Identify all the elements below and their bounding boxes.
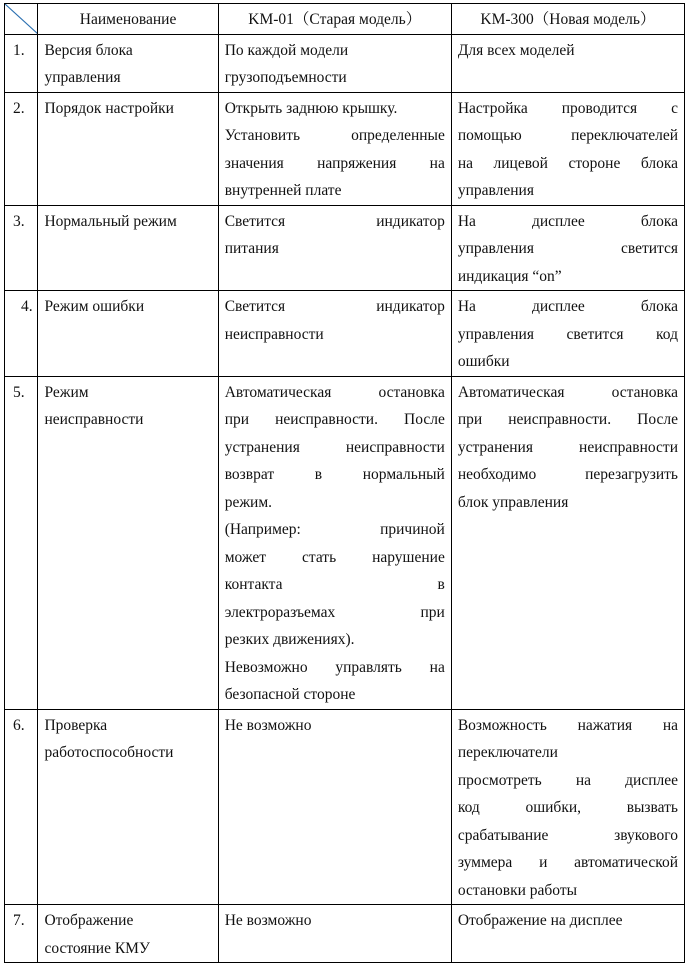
comparison-table xyxy=(4,3,685,963)
diagonal-line-icon xyxy=(5,4,37,34)
table-row xyxy=(5,92,685,205)
cell-text-line: состояние КМУ xyxy=(44,939,150,957)
cell-old xyxy=(218,205,451,291)
row-number: 2. xyxy=(5,92,38,205)
row-number: 5. xyxy=(5,376,38,709)
cell-text-line: блок управления xyxy=(457,493,569,511)
cell-text-line: Порядок настройки xyxy=(44,99,174,117)
cell-old xyxy=(218,92,451,205)
table-row xyxy=(5,34,685,92)
cell-new xyxy=(451,205,684,291)
cell-text-line: Режим ошибки xyxy=(44,298,145,315)
cell-text-line: Режим xyxy=(44,383,89,401)
cell-text-line: код ошибки, вызвать xyxy=(457,799,678,816)
header-name: Наименование xyxy=(38,4,218,35)
cell-text-line: управления xyxy=(457,182,534,199)
cell-text-line: Автоматическая остановка xyxy=(224,383,445,401)
cell-new xyxy=(451,905,684,963)
cell-old xyxy=(218,376,451,709)
cell-text-line: Версия блока xyxy=(44,41,133,59)
corner-cell xyxy=(5,4,38,35)
cell-text-line: Открыть заднюю крышку. xyxy=(224,99,398,117)
cell-name xyxy=(38,291,218,377)
cell-new xyxy=(451,709,684,905)
cell-text-line: электроразъемах при xyxy=(224,603,445,621)
cell-old xyxy=(218,709,451,905)
header-old-model: KM-01（Старая модель） xyxy=(218,4,451,35)
row-number: 1. xyxy=(5,34,38,92)
cell-text-line: значения напряжения на xyxy=(224,154,445,172)
row-number: 7. xyxy=(5,905,38,963)
cell-old xyxy=(218,34,451,92)
cell-text-line: резких движениях). xyxy=(224,631,355,648)
cell-text-line: На дисплее блока xyxy=(457,298,678,315)
cell-text-line: может стать нарушение xyxy=(224,548,445,566)
cell-new xyxy=(451,376,684,709)
cell-text-line: переключатели xyxy=(457,744,558,761)
cell-text-line: помощью переключателей xyxy=(457,127,678,144)
table-row xyxy=(5,205,685,291)
cell-text-line: Отображение xyxy=(44,912,134,929)
cell-text-line: индикация “on” xyxy=(457,267,562,285)
cell-text-line: управления светится код xyxy=(457,325,678,343)
cell-old xyxy=(218,905,451,963)
cell-name xyxy=(38,34,218,92)
cell-name xyxy=(38,905,218,963)
cell-text-line: (Например: причиной xyxy=(224,521,445,538)
cell-text-line: По каждой модели xyxy=(224,41,349,59)
cell-old xyxy=(218,291,451,377)
cell-text-line: устранения неисправности xyxy=(224,438,445,456)
cell-name xyxy=(38,205,218,291)
cell-text-line: контакта в xyxy=(224,576,445,593)
cell-text-line: срабатывание звукового xyxy=(457,826,678,844)
cell-text-line: Проверка xyxy=(44,716,108,734)
cell-text-line: возврат в нормальный xyxy=(224,466,445,483)
cell-text-line: зуммера и автоматической xyxy=(457,854,678,871)
cell-text-line: Отображение на дисплее xyxy=(457,912,623,929)
cell-text-line: внутренней плате xyxy=(224,182,342,199)
cell-text-line: Автоматическая остановка xyxy=(457,383,678,401)
cell-text-line: безопасной стороне xyxy=(224,686,356,703)
header-row xyxy=(5,4,685,35)
cell-text-line: Светится индикатор xyxy=(224,298,445,315)
cell-name xyxy=(38,709,218,905)
header-new-model: KM-300（Новая модель） xyxy=(451,4,684,35)
row-number: 3. xyxy=(5,205,38,291)
cell-text-line: Светится индикатор xyxy=(224,212,445,230)
cell-text-line: при неисправности. После xyxy=(224,411,445,428)
cell-text-line: остановки работы xyxy=(457,881,578,899)
cell-text-line: управления xyxy=(44,69,121,86)
cell-text-line: Невозможно управлять на xyxy=(224,658,445,676)
cell-text-line: На дисплее блока xyxy=(457,212,678,230)
table-row xyxy=(5,905,685,963)
cell-text-line: устранения неисправности xyxy=(457,438,678,456)
cell-text-line: Для всех моделей xyxy=(457,41,575,59)
cell-text-line: управления светится xyxy=(457,240,678,257)
cell-text-line: грузоподъемности xyxy=(224,69,347,86)
cell-text-line: Не возможно xyxy=(224,912,312,929)
cell-text-line: Настройка проводится с xyxy=(457,99,678,117)
cell-text-line: Нормальный режим xyxy=(44,212,177,230)
cell-text-line: просмотреть на дисплее xyxy=(457,771,678,789)
row-number: 4. xyxy=(5,291,38,377)
cell-text-line: Установить определенные xyxy=(224,127,445,144)
cell-text-line: Возможность нажатия на xyxy=(457,716,678,734)
cell-text-line: питания xyxy=(224,240,279,257)
cell-new xyxy=(451,291,684,377)
row-number: 6. xyxy=(5,709,38,905)
cell-text-line: необходимо перезагрузить xyxy=(457,466,678,483)
table-row xyxy=(5,291,685,377)
cell-text-line: Не возможно xyxy=(224,716,312,734)
cell-text-line: на лицевой стороне блока xyxy=(457,154,678,172)
cell-text-line: работоспособности xyxy=(44,744,174,761)
cell-text-line: режим. xyxy=(224,493,273,511)
cell-text-line: неисправности xyxy=(44,411,144,428)
table-row xyxy=(5,709,685,905)
cell-new xyxy=(451,34,684,92)
cell-text-line: ошибки xyxy=(457,353,510,370)
cell-name xyxy=(38,92,218,205)
table-row xyxy=(5,376,685,709)
cell-text-line: при неисправности. После xyxy=(457,411,678,428)
cell-text-line: неисправности xyxy=(224,325,324,343)
cell-new xyxy=(451,92,684,205)
cell-name xyxy=(38,376,218,709)
